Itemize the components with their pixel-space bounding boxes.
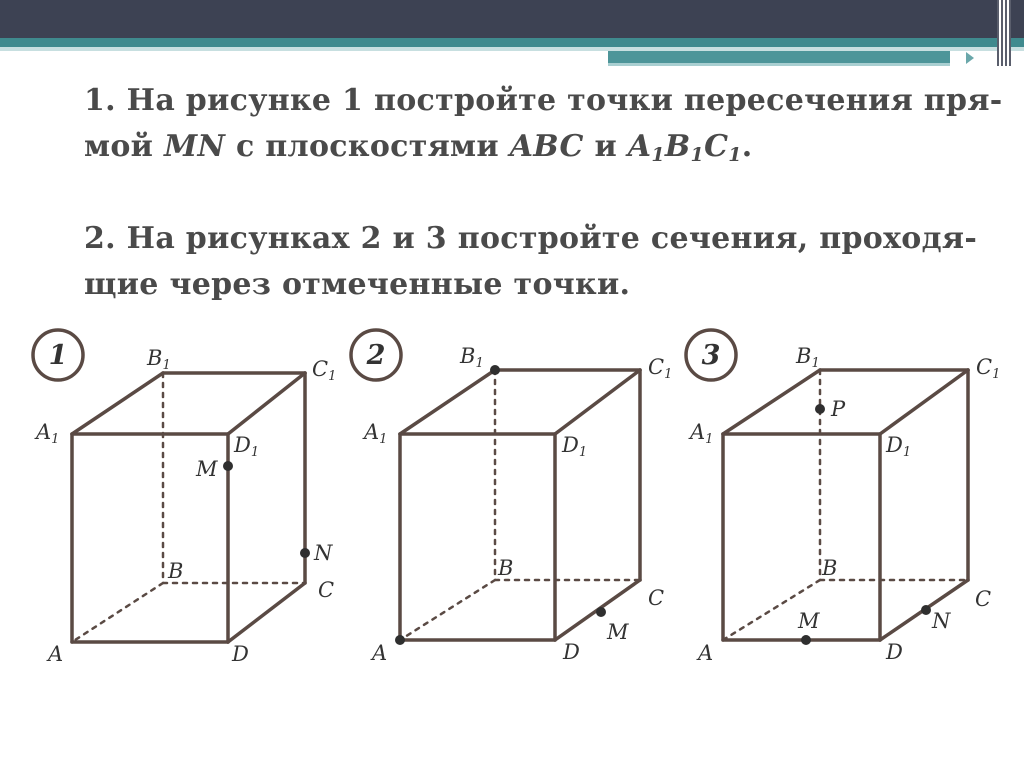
task-1-period: .	[741, 129, 753, 164]
label-d: D	[563, 640, 580, 664]
label-b1: B1	[796, 344, 820, 371]
label-c: C	[648, 586, 665, 610]
edge-c1d1	[555, 370, 640, 434]
point-n-fig3	[921, 605, 931, 615]
label-c1: C1	[976, 355, 1001, 382]
label-a1: A1	[36, 420, 60, 447]
plane-a1b1c1-label: $A_1B_1C_1$	[627, 129, 742, 166]
task-1-conjunction: и	[594, 129, 618, 164]
label-d1: D1	[234, 433, 260, 460]
point-m-fig3	[801, 635, 811, 645]
point-a-fig2	[395, 635, 405, 645]
hidden-edge-ba	[400, 580, 495, 640]
task-2-number: 2.	[84, 221, 116, 256]
edge-b1a1	[72, 373, 163, 434]
label-b: B	[168, 559, 184, 583]
label-d: D	[232, 642, 249, 666]
label-m: M	[607, 620, 629, 644]
label-a: A	[372, 641, 388, 665]
label-c1: C1	[648, 355, 673, 382]
figure-1-number: 1	[48, 340, 68, 371]
edge-b1a1	[400, 370, 495, 434]
cube-figure-3	[686, 330, 968, 640]
hidden-edge-ba	[72, 583, 163, 642]
task-1-word: мой	[84, 129, 154, 164]
label-c: C	[975, 587, 992, 611]
line-mn-label: MN	[163, 129, 226, 164]
figure-2-number: 2	[366, 340, 386, 371]
label-a: A	[698, 641, 714, 665]
cube-figure-1	[33, 330, 305, 642]
task-1-number: 1.	[84, 83, 116, 118]
label-n: N	[314, 541, 333, 565]
label-d1: D1	[562, 433, 588, 460]
label-m: M	[196, 457, 218, 481]
label-n: N	[932, 609, 951, 633]
point-p-fig3	[815, 404, 825, 414]
label-a1: A1	[690, 420, 714, 447]
point-b1-fig2	[490, 365, 500, 375]
figure-3-number: 3	[701, 340, 721, 371]
label-b: B	[498, 556, 514, 580]
label-b1: B1	[460, 344, 484, 371]
label-c1: C1	[312, 357, 337, 384]
plane-abc-label: ABC	[509, 129, 584, 164]
edge-dc	[228, 583, 305, 642]
task-1-line-1: На рисунке 1 постройте точки пересечения пря-	[126, 83, 1003, 118]
label-c: C	[318, 578, 335, 602]
edge-c1d1	[880, 370, 968, 434]
task-2-line-1: На рисунках 2 и 3 постройте сечения, проходя-	[126, 221, 978, 256]
label-p: P	[831, 397, 846, 421]
label-d1: D1	[886, 433, 912, 460]
label-b: B	[822, 556, 838, 580]
task-1-planes-text: с плоскостями	[235, 129, 499, 164]
edge-c1d1	[228, 373, 305, 434]
label-b1: B1	[147, 346, 171, 373]
label-m: M	[798, 609, 820, 633]
cube-figure-2	[351, 330, 640, 640]
task-2-line-2: щие через отмеченные точки.	[84, 267, 631, 302]
point-m-fig2	[596, 607, 606, 617]
label-a: A	[48, 642, 64, 666]
label-d: D	[886, 640, 903, 664]
point-m-fig1	[223, 461, 233, 471]
edge-b1a1	[723, 370, 820, 434]
label-a1: A1	[364, 420, 388, 447]
point-n-fig1	[300, 548, 310, 558]
